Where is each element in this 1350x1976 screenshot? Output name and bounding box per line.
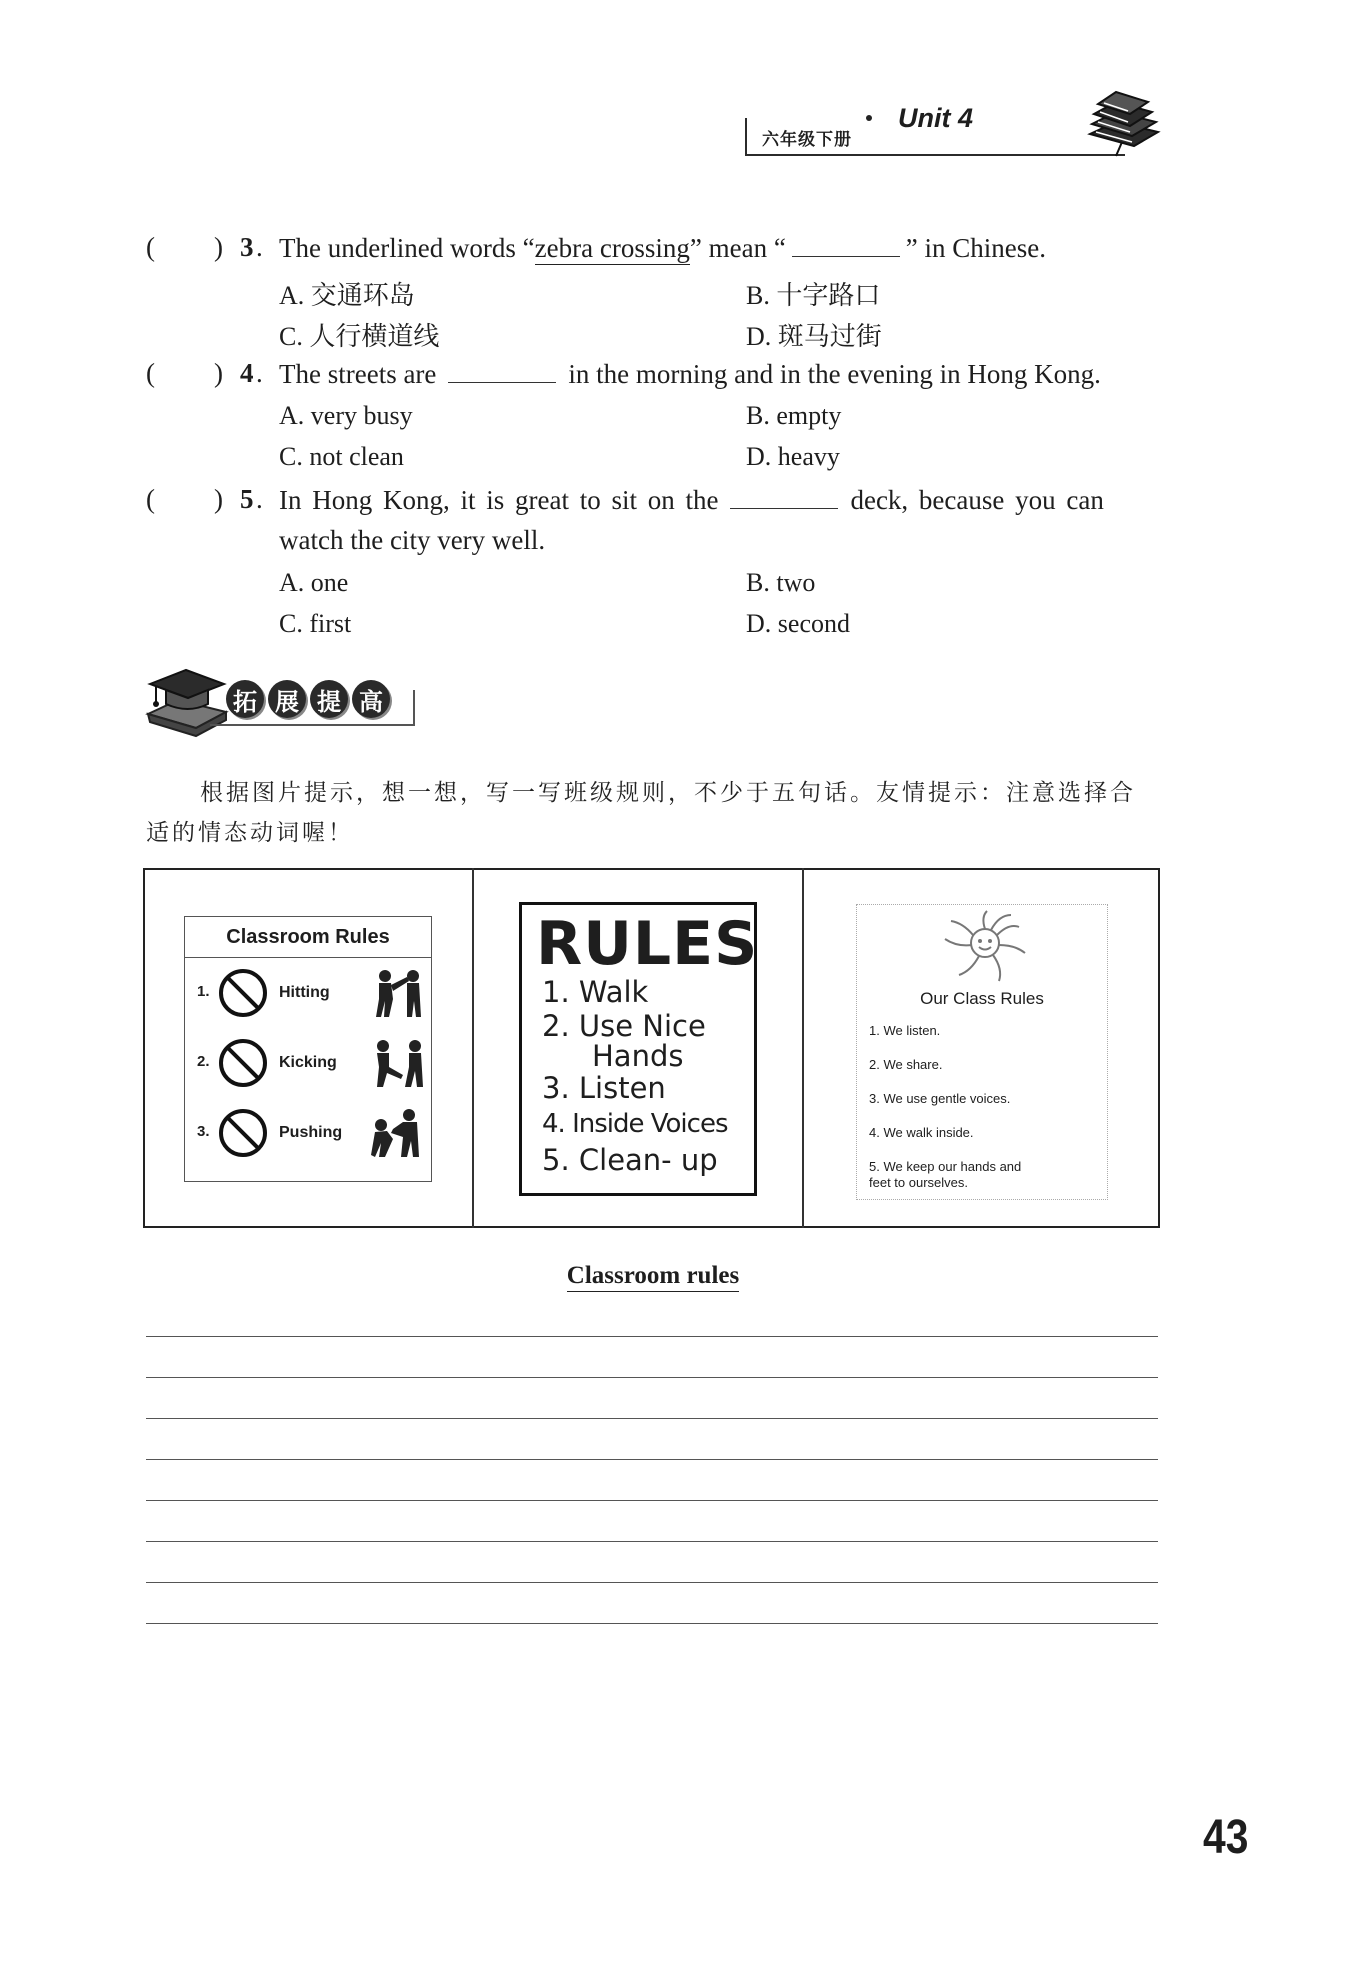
question-dot: .: [256, 232, 263, 262]
writing-line[interactable]: [146, 1541, 1158, 1542]
table-divider: [802, 868, 804, 1228]
question-number: 5: [240, 484, 254, 514]
banner-rule-end: [413, 690, 415, 726]
answer-paren-close: ): [214, 232, 223, 262]
question-stem-line2: watch the city very well.: [279, 525, 546, 555]
header-dot: [866, 115, 872, 121]
rule-number: 2.: [197, 1053, 210, 1070]
option-b: B. 十字路口: [746, 281, 881, 310]
rule-item: 5. We keep our hands and: [869, 1159, 1022, 1174]
rule-number: 1.: [197, 983, 210, 1000]
header-rule: [745, 154, 1125, 156]
answer-blank: [730, 486, 838, 509]
books-icon: [1086, 86, 1162, 162]
question-stem: The streets are in the morning and in the evening in Hong Kong.: [279, 359, 1101, 389]
rule-item: 1. Walk: [542, 975, 649, 1009]
answer-paren-open: (: [146, 358, 155, 388]
section-title-char: 展: [268, 680, 306, 718]
option-a: A. one: [279, 568, 349, 597]
kicking-figures-icon: [371, 1037, 427, 1089]
poster-title: Classroom Rules: [185, 917, 431, 958]
answer-paren-close: ): [214, 484, 223, 514]
writing-line[interactable]: [146, 1582, 1158, 1583]
option-a: A. 交通环岛: [279, 281, 415, 310]
option-c: C. 人行横道线: [279, 322, 440, 351]
answer-paren-open: (: [146, 484, 155, 514]
prohibited-icon: [217, 967, 269, 1019]
writing-line[interactable]: [146, 1459, 1158, 1460]
option-c: C. first: [279, 609, 352, 638]
section-title-char: 拓: [226, 680, 264, 718]
instruction-line: 根据图片提示，想一想，写一写班级规则，不少于五句话。友情提示：注意选择合: [200, 780, 1136, 806]
rule-item: 4. We walk inside.: [869, 1125, 974, 1140]
rule-item: 4. Inside Voices: [542, 1109, 728, 1139]
option-a: A. very busy: [279, 401, 413, 430]
answer-paren-close: ): [214, 358, 223, 388]
writing-line[interactable]: [146, 1418, 1158, 1419]
option-d: D. second: [746, 609, 850, 638]
rule-label: Kicking: [279, 1054, 337, 1071]
prohibited-icon: [217, 1037, 269, 1089]
option-d: D. heavy: [746, 442, 840, 471]
instruction-line: 适的情态动词喔！: [146, 820, 354, 846]
writing-line[interactable]: [146, 1500, 1158, 1501]
underlined-phrase: zebra crossing: [534, 233, 690, 263]
rule-item: 2. We share.: [869, 1057, 943, 1072]
hitting-figures-icon: [371, 967, 427, 1019]
rules-poster: [519, 902, 757, 1196]
rule-number: 3.: [197, 1123, 210, 1140]
option-b: B. two: [746, 568, 816, 597]
rule-label: Pushing: [279, 1124, 343, 1141]
rule-item: Hands: [592, 1039, 684, 1073]
writing-line[interactable]: [146, 1377, 1158, 1378]
table-divider: [472, 868, 474, 1228]
rule-row: [197, 1107, 427, 1163]
rule-item: 1. We listen.: [869, 1023, 941, 1038]
rule-item: 2. Use Nice: [542, 1009, 706, 1043]
page-number: 43: [1203, 1811, 1249, 1864]
writing-line[interactable]: [146, 1623, 1158, 1624]
writing-line[interactable]: [146, 1336, 1158, 1337]
our-class-rules-poster: [856, 904, 1108, 1200]
rule-row: [197, 1037, 427, 1093]
answer-blank: [792, 234, 900, 257]
option-d: D. 斑马过街: [746, 322, 882, 351]
grade-label: 六年级下册: [762, 130, 852, 150]
rule-item: feet to ourselves.: [869, 1175, 968, 1190]
question-stem: The underlined words “zebra crossing” mean “ ” in Chinese.: [279, 233, 1047, 263]
rule-row: [197, 967, 427, 1023]
banner-rule: [210, 724, 414, 726]
graduation-cap-icon: [142, 662, 232, 740]
pushing-figures-icon: [371, 1107, 427, 1159]
classroom-rules-poster: [184, 916, 432, 1182]
answer-blank: [448, 360, 556, 383]
answer-paren-open: (: [146, 232, 155, 262]
question-dot: .: [256, 358, 263, 388]
rule-item: 3. Listen: [542, 1071, 666, 1105]
unit-label: Unit 4: [898, 103, 974, 133]
writing-title: Classroom rules: [0, 1262, 1306, 1290]
rule-label: Hitting: [279, 984, 330, 1001]
section-title-char: 提: [310, 680, 348, 718]
question-number: 3: [240, 232, 254, 262]
prohibited-icon: [217, 1107, 269, 1159]
question-dot: .: [256, 484, 263, 514]
rule-item: 3. We use gentle voices.: [869, 1091, 1011, 1106]
rule-item: 5. Clean- up: [542, 1143, 718, 1177]
poster-title: RULES: [536, 909, 759, 979]
option-c: C. not clean: [279, 442, 404, 471]
question-number: 4: [240, 358, 254, 388]
question-stem: In Hong Kong, it is great to sit on the deck, because you can: [279, 485, 1104, 515]
poster-title: Our Class Rules: [920, 989, 1044, 1008]
section-title-char: 高: [352, 680, 390, 718]
sun-icon: [937, 909, 1033, 985]
option-b: B. empty: [746, 401, 842, 430]
